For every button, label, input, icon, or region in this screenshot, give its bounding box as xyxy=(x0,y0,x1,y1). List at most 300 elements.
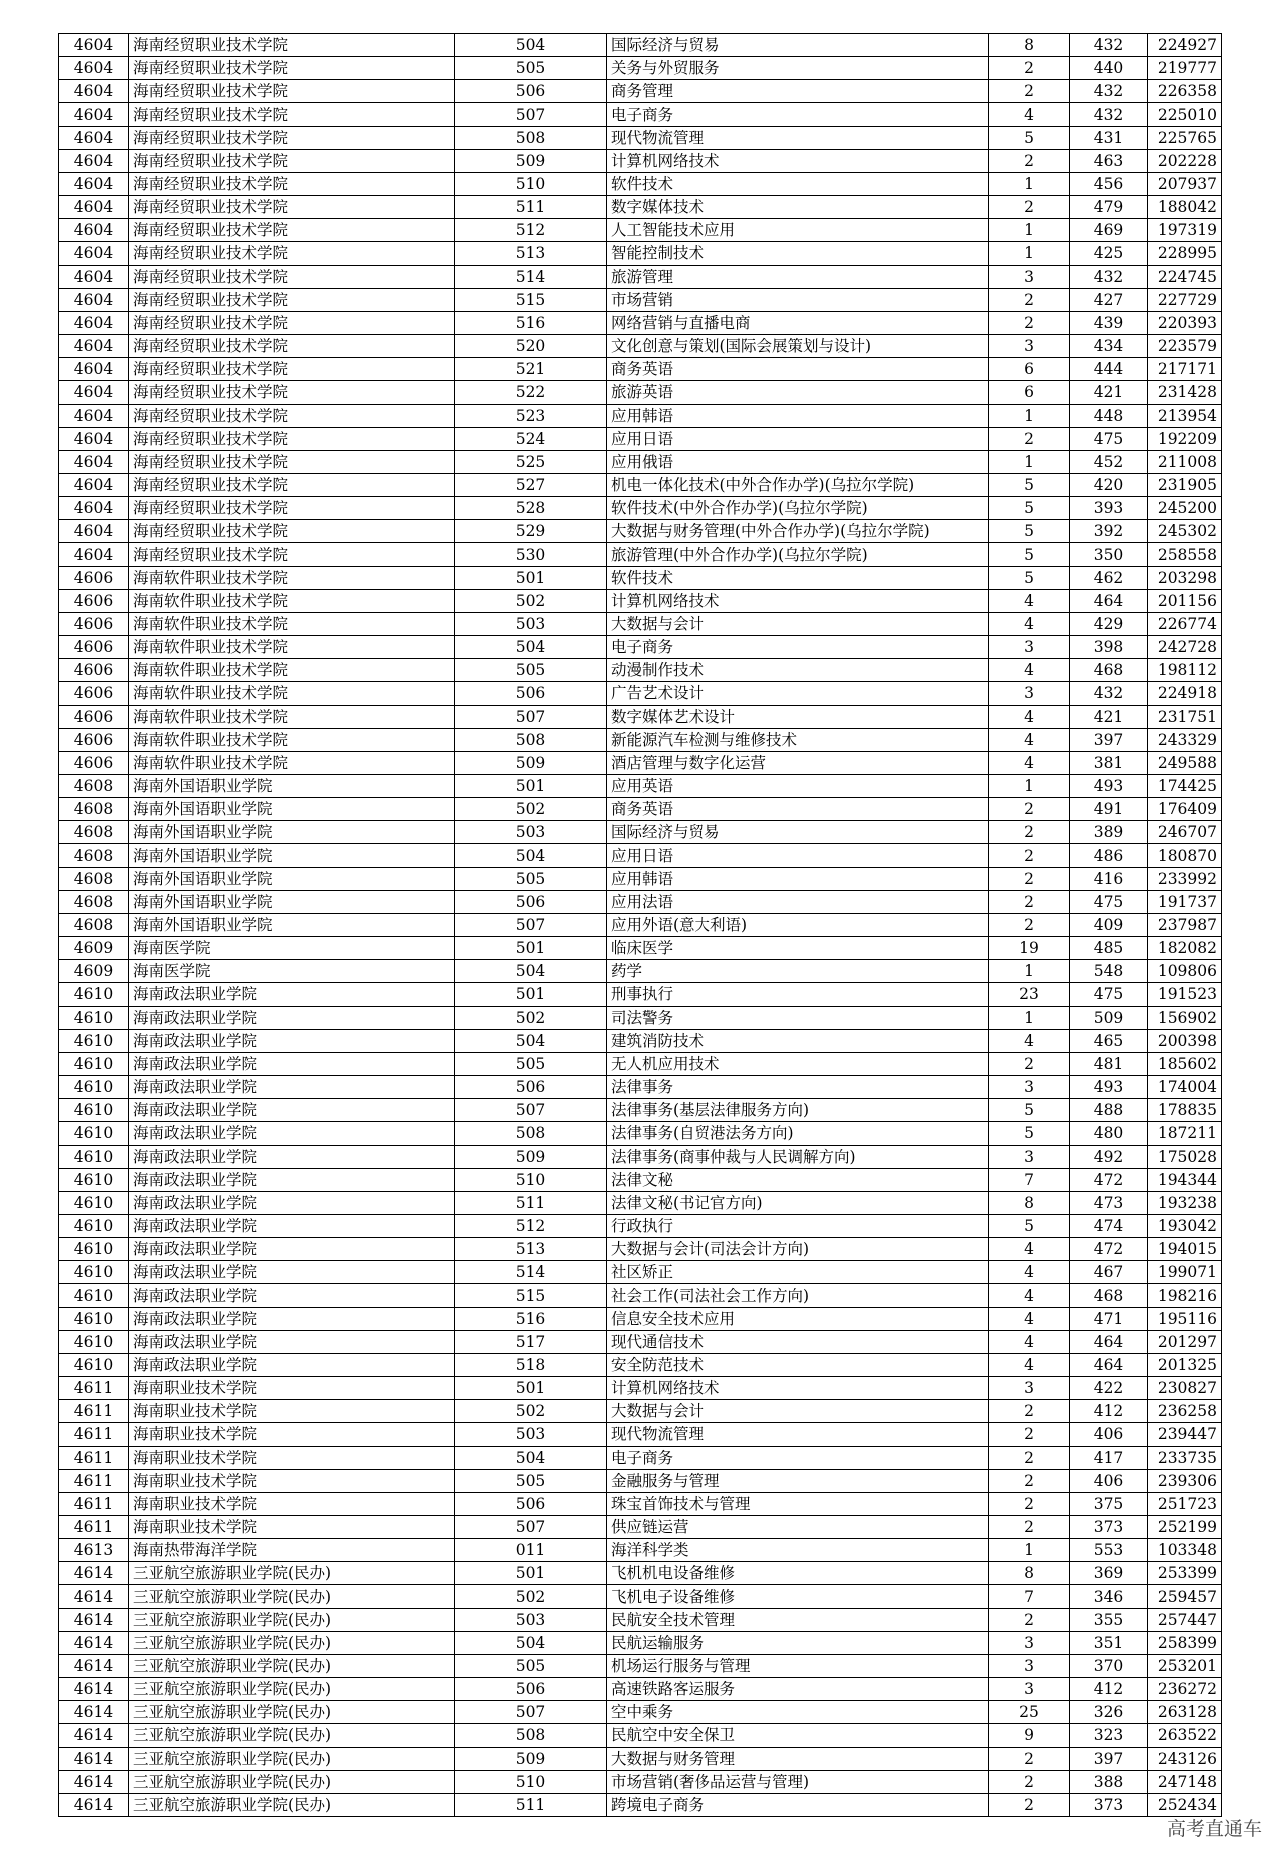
school-name-cell: 海南经贸职业技术学院 xyxy=(129,242,455,265)
major-name-cell: 国际经济与贸易 xyxy=(607,34,989,57)
school-name-cell: 海南经贸职业技术学院 xyxy=(129,149,455,172)
min-score-cell: 406 xyxy=(1070,1423,1148,1446)
major-name-cell: 供应链运营 xyxy=(607,1516,989,1539)
plan-count-cell: 5 xyxy=(989,1122,1070,1145)
major-name-cell: 软件技术 xyxy=(607,172,989,195)
major-name-cell: 电子商务 xyxy=(607,636,989,659)
school-name-cell: 海南职业技术学院 xyxy=(129,1469,455,1492)
school-name-cell: 海南经贸职业技术学院 xyxy=(129,358,455,381)
major-name-cell: 应用日语 xyxy=(607,427,989,450)
major-code-cell: 505 xyxy=(455,659,607,682)
min-score-cell: 553 xyxy=(1070,1539,1148,1562)
major-name-cell: 应用日语 xyxy=(607,844,989,867)
plan-count-cell: 6 xyxy=(989,381,1070,404)
plan-count-cell: 7 xyxy=(989,1168,1070,1191)
min-score-cell: 480 xyxy=(1070,1122,1148,1145)
major-code-cell: 523 xyxy=(455,404,607,427)
table-row xyxy=(59,913,1222,936)
major-code-cell: 501 xyxy=(455,1377,607,1400)
school-code-cell: 4610 xyxy=(59,1353,129,1376)
min-score-cell: 469 xyxy=(1070,219,1148,242)
table-row xyxy=(59,960,1222,983)
plan-count-cell: 2 xyxy=(989,149,1070,172)
major-code-cell: 529 xyxy=(455,520,607,543)
school-code-cell: 4609 xyxy=(59,937,129,960)
school-code-cell: 4604 xyxy=(59,196,129,219)
major-code-cell: 501 xyxy=(455,937,607,960)
min-score-cell: 350 xyxy=(1070,543,1148,566)
major-code-cell: 525 xyxy=(455,450,607,473)
school-code-cell: 4611 xyxy=(59,1469,129,1492)
major-code-cell: 504 xyxy=(455,1631,607,1654)
min-rank-cell: 178835 xyxy=(1148,1099,1222,1122)
school-code-cell: 4610 xyxy=(59,1168,129,1191)
major-code-cell: 011 xyxy=(455,1539,607,1562)
min-score-cell: 440 xyxy=(1070,57,1148,80)
school-name-cell: 海南经贸职业技术学院 xyxy=(129,335,455,358)
min-rank-cell: 227729 xyxy=(1148,288,1222,311)
major-name-cell: 大数据与财务管理(中外合作办学)(乌拉尔学院) xyxy=(607,520,989,543)
table-row xyxy=(59,450,1222,473)
school-name-cell: 海南政法职业学院 xyxy=(129,1191,455,1214)
min-rank-cell: 185602 xyxy=(1148,1052,1222,1075)
school-name-cell: 三亚航空旅游职业学院(民办) xyxy=(129,1770,455,1793)
school-code-cell: 4604 xyxy=(59,473,129,496)
school-name-cell: 海南外国语职业学院 xyxy=(129,821,455,844)
table-row xyxy=(59,1747,1222,1770)
min-rank-cell: 246707 xyxy=(1148,821,1222,844)
major-name-cell: 广告艺术设计 xyxy=(607,682,989,705)
major-code-cell: 502 xyxy=(455,1400,607,1423)
table-row xyxy=(59,126,1222,149)
major-name-cell: 软件技术 xyxy=(607,566,989,589)
min-rank-cell: 245302 xyxy=(1148,520,1222,543)
major-code-cell: 505 xyxy=(455,1052,607,1075)
min-score-cell: 412 xyxy=(1070,1678,1148,1701)
plan-count-cell: 5 xyxy=(989,1099,1070,1122)
table-row xyxy=(59,358,1222,381)
min-score-cell: 398 xyxy=(1070,636,1148,659)
min-rank-cell: 226358 xyxy=(1148,80,1222,103)
table-row xyxy=(59,1539,1222,1562)
min-rank-cell: 213954 xyxy=(1148,404,1222,427)
table-row xyxy=(59,520,1222,543)
school-code-cell: 4604 xyxy=(59,358,129,381)
major-name-cell: 机场运行服务与管理 xyxy=(607,1654,989,1677)
major-code-cell: 506 xyxy=(455,890,607,913)
major-name-cell: 计算机网络技术 xyxy=(607,149,989,172)
admission-table xyxy=(58,33,1222,1817)
min-rank-cell: 226774 xyxy=(1148,612,1222,635)
major-name-cell: 社区矫正 xyxy=(607,1261,989,1284)
school-code-cell: 4604 xyxy=(59,311,129,334)
plan-count-cell: 3 xyxy=(989,636,1070,659)
min-score-cell: 473 xyxy=(1070,1191,1148,1214)
major-code-cell: 501 xyxy=(455,566,607,589)
plan-count-cell: 4 xyxy=(989,1238,1070,1261)
min-score-cell: 389 xyxy=(1070,821,1148,844)
school-name-cell: 海南政法职业学院 xyxy=(129,1330,455,1353)
major-name-cell: 酒店管理与数字化运营 xyxy=(607,751,989,774)
table-row xyxy=(59,1562,1222,1585)
major-code-cell: 527 xyxy=(455,473,607,496)
plan-count-cell: 4 xyxy=(989,705,1070,728)
min-rank-cell: 220393 xyxy=(1148,311,1222,334)
major-code-cell: 507 xyxy=(455,1099,607,1122)
table-row xyxy=(59,1145,1222,1168)
major-code-cell: 510 xyxy=(455,172,607,195)
table-row xyxy=(59,1330,1222,1353)
min-score-cell: 464 xyxy=(1070,1330,1148,1353)
min-score-cell: 421 xyxy=(1070,705,1148,728)
school-name-cell: 三亚航空旅游职业学院(民办) xyxy=(129,1608,455,1631)
major-code-cell: 514 xyxy=(455,1261,607,1284)
min-rank-cell: 253201 xyxy=(1148,1654,1222,1677)
school-name-cell: 海南政法职业学院 xyxy=(129,1052,455,1075)
table-row xyxy=(59,543,1222,566)
plan-count-cell: 19 xyxy=(989,937,1070,960)
plan-count-cell: 2 xyxy=(989,798,1070,821)
min-rank-cell: 176409 xyxy=(1148,798,1222,821)
school-name-cell: 海南外国语职业学院 xyxy=(129,913,455,936)
school-code-cell: 4606 xyxy=(59,659,129,682)
major-code-cell: 504 xyxy=(455,1029,607,1052)
school-name-cell: 海南外国语职业学院 xyxy=(129,798,455,821)
major-name-cell: 旅游英语 xyxy=(607,381,989,404)
school-code-cell: 4610 xyxy=(59,1145,129,1168)
major-name-cell: 市场营销(奢侈品运营与管理) xyxy=(607,1770,989,1793)
min-score-cell: 323 xyxy=(1070,1724,1148,1747)
major-name-cell: 法律事务 xyxy=(607,1076,989,1099)
major-code-cell: 504 xyxy=(455,34,607,57)
school-name-cell: 海南经贸职业技术学院 xyxy=(129,172,455,195)
table-row xyxy=(59,1446,1222,1469)
min-rank-cell: 191523 xyxy=(1148,983,1222,1006)
school-code-cell: 4604 xyxy=(59,103,129,126)
school-name-cell: 海南经贸职业技术学院 xyxy=(129,497,455,520)
school-code-cell: 4606 xyxy=(59,612,129,635)
plan-count-cell: 2 xyxy=(989,1423,1070,1446)
school-name-cell: 海南软件职业技术学院 xyxy=(129,566,455,589)
min-score-cell: 444 xyxy=(1070,358,1148,381)
min-score-cell: 475 xyxy=(1070,983,1148,1006)
plan-count-cell: 3 xyxy=(989,265,1070,288)
plan-count-cell: 3 xyxy=(989,335,1070,358)
school-name-cell: 海南职业技术学院 xyxy=(129,1400,455,1423)
major-code-cell: 510 xyxy=(455,1168,607,1191)
table-row xyxy=(59,589,1222,612)
table-row xyxy=(59,937,1222,960)
min-score-cell: 434 xyxy=(1070,335,1148,358)
school-name-cell: 海南经贸职业技术学院 xyxy=(129,473,455,496)
min-score-cell: 475 xyxy=(1070,890,1148,913)
min-rank-cell: 233992 xyxy=(1148,867,1222,890)
plan-count-cell: 4 xyxy=(989,103,1070,126)
major-code-cell: 528 xyxy=(455,497,607,520)
major-code-cell: 505 xyxy=(455,1469,607,1492)
min-rank-cell: 224927 xyxy=(1148,34,1222,57)
table-row xyxy=(59,1423,1222,1446)
major-name-cell: 现代通信技术 xyxy=(607,1330,989,1353)
table-row xyxy=(59,288,1222,311)
school-name-cell: 海南外国语职业学院 xyxy=(129,775,455,798)
major-name-cell: 刑事执行 xyxy=(607,983,989,1006)
plan-count-cell: 3 xyxy=(989,1678,1070,1701)
min-score-cell: 468 xyxy=(1070,659,1148,682)
table-row xyxy=(59,751,1222,774)
major-name-cell: 民航安全技术管理 xyxy=(607,1608,989,1631)
major-code-cell: 506 xyxy=(455,682,607,705)
school-code-cell: 4604 xyxy=(59,335,129,358)
major-name-cell: 大数据与会计 xyxy=(607,1400,989,1423)
major-name-cell: 司法警务 xyxy=(607,1006,989,1029)
table-row xyxy=(59,1469,1222,1492)
min-score-cell: 392 xyxy=(1070,520,1148,543)
school-code-cell: 4614 xyxy=(59,1747,129,1770)
min-rank-cell: 200398 xyxy=(1148,1029,1222,1052)
major-code-cell: 509 xyxy=(455,1145,607,1168)
plan-count-cell: 4 xyxy=(989,1353,1070,1376)
min-rank-cell: 182082 xyxy=(1148,937,1222,960)
table-row xyxy=(59,1238,1222,1261)
school-code-cell: 4604 xyxy=(59,520,129,543)
school-name-cell: 海南政法职业学院 xyxy=(129,1238,455,1261)
major-code-cell: 505 xyxy=(455,57,607,80)
table-row xyxy=(59,242,1222,265)
major-name-cell: 文化创意与策划(国际会展策划与设计) xyxy=(607,335,989,358)
table-row xyxy=(59,636,1222,659)
min-score-cell: 493 xyxy=(1070,1076,1148,1099)
school-code-cell: 4604 xyxy=(59,80,129,103)
school-name-cell: 海南热带海洋学院 xyxy=(129,1539,455,1562)
min-score-cell: 355 xyxy=(1070,1608,1148,1631)
min-rank-cell: 252434 xyxy=(1148,1793,1222,1816)
min-rank-cell: 198216 xyxy=(1148,1284,1222,1307)
school-name-cell: 海南职业技术学院 xyxy=(129,1423,455,1446)
plan-count-cell: 4 xyxy=(989,1261,1070,1284)
school-name-cell: 海南职业技术学院 xyxy=(129,1377,455,1400)
school-code-cell: 4604 xyxy=(59,34,129,57)
min-score-cell: 467 xyxy=(1070,1261,1148,1284)
plan-count-cell: 1 xyxy=(989,1006,1070,1029)
school-name-cell: 海南经贸职业技术学院 xyxy=(129,311,455,334)
major-code-cell: 501 xyxy=(455,983,607,1006)
table-row xyxy=(59,1168,1222,1191)
min-rank-cell: 228995 xyxy=(1148,242,1222,265)
school-name-cell: 海南软件职业技术学院 xyxy=(129,612,455,635)
min-rank-cell: 233735 xyxy=(1148,1446,1222,1469)
table-row xyxy=(59,473,1222,496)
school-code-cell: 4608 xyxy=(59,775,129,798)
school-code-cell: 4604 xyxy=(59,149,129,172)
plan-count-cell: 5 xyxy=(989,520,1070,543)
school-name-cell: 海南政法职业学院 xyxy=(129,1214,455,1237)
table-row xyxy=(59,1793,1222,1816)
school-code-cell: 4604 xyxy=(59,126,129,149)
major-code-cell: 504 xyxy=(455,844,607,867)
school-name-cell: 海南政法职业学院 xyxy=(129,1006,455,1029)
table-row xyxy=(59,1006,1222,1029)
school-code-cell: 4611 xyxy=(59,1492,129,1515)
school-code-cell: 4610 xyxy=(59,1284,129,1307)
min-rank-cell: 257447 xyxy=(1148,1608,1222,1631)
min-score-cell: 417 xyxy=(1070,1446,1148,1469)
plan-count-cell: 2 xyxy=(989,1446,1070,1469)
major-name-cell: 旅游管理(中外合作办学)(乌拉尔学院) xyxy=(607,543,989,566)
min-score-cell: 492 xyxy=(1070,1145,1148,1168)
major-code-cell: 506 xyxy=(455,1492,607,1515)
plan-count-cell: 2 xyxy=(989,80,1070,103)
min-score-cell: 351 xyxy=(1070,1631,1148,1654)
school-name-cell: 海南经贸职业技术学院 xyxy=(129,450,455,473)
table-row xyxy=(59,57,1222,80)
school-code-cell: 4606 xyxy=(59,705,129,728)
major-name-cell: 新能源汽车检测与维修技术 xyxy=(607,728,989,751)
plan-count-cell: 9 xyxy=(989,1724,1070,1747)
min-score-cell: 397 xyxy=(1070,728,1148,751)
major-name-cell: 现代物流管理 xyxy=(607,126,989,149)
table-row xyxy=(59,1585,1222,1608)
major-code-cell: 501 xyxy=(455,1562,607,1585)
min-rank-cell: 236258 xyxy=(1148,1400,1222,1423)
min-rank-cell: 239306 xyxy=(1148,1469,1222,1492)
plan-count-cell: 4 xyxy=(989,1330,1070,1353)
major-name-cell: 现代物流管理 xyxy=(607,1423,989,1446)
min-score-cell: 429 xyxy=(1070,612,1148,635)
min-rank-cell: 197319 xyxy=(1148,219,1222,242)
table-row xyxy=(59,1770,1222,1793)
major-code-cell: 507 xyxy=(455,705,607,728)
table-row xyxy=(59,1377,1222,1400)
major-name-cell: 数字媒体艺术设计 xyxy=(607,705,989,728)
school-name-cell: 海南经贸职业技术学院 xyxy=(129,196,455,219)
major-code-cell: 502 xyxy=(455,798,607,821)
plan-count-cell: 4 xyxy=(989,1307,1070,1330)
table-row xyxy=(59,219,1222,242)
table-row xyxy=(59,775,1222,798)
major-name-cell: 应用俄语 xyxy=(607,450,989,473)
school-code-cell: 4608 xyxy=(59,798,129,821)
min-rank-cell: 263522 xyxy=(1148,1724,1222,1747)
min-score-cell: 548 xyxy=(1070,960,1148,983)
min-rank-cell: 239447 xyxy=(1148,1423,1222,1446)
table-row xyxy=(59,1284,1222,1307)
school-name-cell: 海南经贸职业技术学院 xyxy=(129,265,455,288)
major-code-cell: 512 xyxy=(455,1214,607,1237)
min-rank-cell: 263128 xyxy=(1148,1701,1222,1724)
school-code-cell: 4610 xyxy=(59,1238,129,1261)
major-code-cell: 512 xyxy=(455,219,607,242)
min-rank-cell: 258399 xyxy=(1148,1631,1222,1654)
school-code-cell: 4610 xyxy=(59,1052,129,1075)
min-score-cell: 397 xyxy=(1070,1747,1148,1770)
major-code-cell: 508 xyxy=(455,728,607,751)
major-name-cell: 旅游管理 xyxy=(607,265,989,288)
school-code-cell: 4610 xyxy=(59,1099,129,1122)
min-score-cell: 472 xyxy=(1070,1168,1148,1191)
min-rank-cell: 251723 xyxy=(1148,1492,1222,1515)
major-name-cell: 民航运输服务 xyxy=(607,1631,989,1654)
table-row xyxy=(59,1631,1222,1654)
school-name-cell: 海南经贸职业技术学院 xyxy=(129,404,455,427)
major-name-cell: 数字媒体技术 xyxy=(607,196,989,219)
school-name-cell: 三亚航空旅游职业学院(民办) xyxy=(129,1747,455,1770)
major-code-cell: 504 xyxy=(455,1446,607,1469)
min-score-cell: 326 xyxy=(1070,1701,1148,1724)
plan-count-cell: 3 xyxy=(989,1377,1070,1400)
major-name-cell: 珠宝首饰技术与管理 xyxy=(607,1492,989,1515)
major-name-cell: 法律事务(商事仲裁与人民调解方向) xyxy=(607,1145,989,1168)
min-score-cell: 373 xyxy=(1070,1793,1148,1816)
school-name-cell: 海南职业技术学院 xyxy=(129,1516,455,1539)
min-score-cell: 412 xyxy=(1070,1400,1148,1423)
major-name-cell: 法律文秘(书记官方向) xyxy=(607,1191,989,1214)
min-score-cell: 432 xyxy=(1070,265,1148,288)
plan-count-cell: 2 xyxy=(989,867,1070,890)
school-code-cell: 4614 xyxy=(59,1608,129,1631)
school-name-cell: 海南经贸职业技术学院 xyxy=(129,288,455,311)
min-rank-cell: 249588 xyxy=(1148,751,1222,774)
table-row xyxy=(59,867,1222,890)
school-code-cell: 4610 xyxy=(59,1006,129,1029)
table-row xyxy=(59,566,1222,589)
plan-count-cell: 8 xyxy=(989,34,1070,57)
major-code-cell: 511 xyxy=(455,1191,607,1214)
school-name-cell: 海南外国语职业学院 xyxy=(129,890,455,913)
major-name-cell: 大数据与会计 xyxy=(607,612,989,635)
plan-count-cell: 23 xyxy=(989,983,1070,1006)
major-code-cell: 522 xyxy=(455,381,607,404)
major-code-cell: 507 xyxy=(455,913,607,936)
min-rank-cell: 243329 xyxy=(1148,728,1222,751)
major-code-cell: 518 xyxy=(455,1353,607,1376)
min-score-cell: 456 xyxy=(1070,172,1148,195)
table-row xyxy=(59,1122,1222,1145)
min-rank-cell: 192209 xyxy=(1148,427,1222,450)
plan-count-cell: 2 xyxy=(989,913,1070,936)
major-name-cell: 信息安全技术应用 xyxy=(607,1307,989,1330)
min-score-cell: 431 xyxy=(1070,126,1148,149)
school-code-cell: 4614 xyxy=(59,1562,129,1585)
table-body xyxy=(59,34,1222,1817)
major-name-cell: 临床医学 xyxy=(607,937,989,960)
school-code-cell: 4608 xyxy=(59,867,129,890)
major-name-cell: 电子商务 xyxy=(607,1446,989,1469)
school-code-cell: 4610 xyxy=(59,1261,129,1284)
major-name-cell: 高速铁路客运服务 xyxy=(607,1678,989,1701)
min-score-cell: 425 xyxy=(1070,242,1148,265)
min-rank-cell: 203298 xyxy=(1148,566,1222,589)
min-score-cell: 491 xyxy=(1070,798,1148,821)
school-code-cell: 4606 xyxy=(59,566,129,589)
school-name-cell: 海南职业技术学院 xyxy=(129,1446,455,1469)
plan-count-cell: 2 xyxy=(989,1400,1070,1423)
table-row xyxy=(59,497,1222,520)
school-name-cell: 海南政法职业学院 xyxy=(129,1076,455,1099)
min-rank-cell: 103348 xyxy=(1148,1539,1222,1562)
min-rank-cell: 188042 xyxy=(1148,196,1222,219)
school-name-cell: 海南政法职业学院 xyxy=(129,1099,455,1122)
school-code-cell: 4614 xyxy=(59,1585,129,1608)
min-rank-cell: 201297 xyxy=(1148,1330,1222,1353)
min-rank-cell: 201325 xyxy=(1148,1353,1222,1376)
school-code-cell: 4610 xyxy=(59,1122,129,1145)
major-name-cell: 网络营销与直播电商 xyxy=(607,311,989,334)
min-score-cell: 448 xyxy=(1070,404,1148,427)
table-row xyxy=(59,1492,1222,1515)
school-name-cell: 海南政法职业学院 xyxy=(129,1029,455,1052)
school-code-cell: 4614 xyxy=(59,1793,129,1816)
